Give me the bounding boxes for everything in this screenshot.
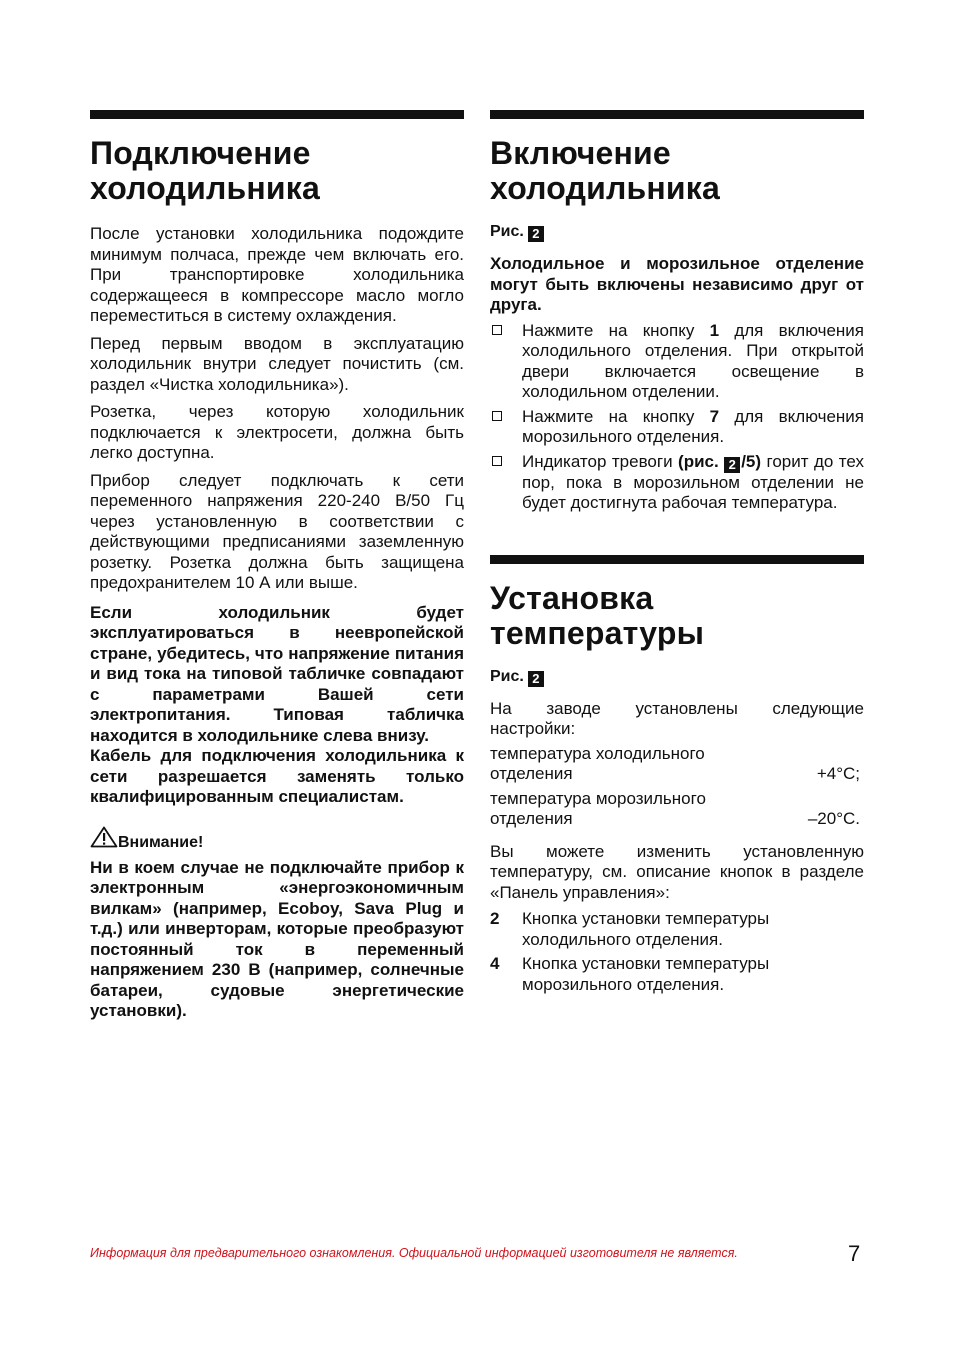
figure-number-badge: 2 bbox=[528, 226, 544, 242]
checkbox-bullet-icon bbox=[492, 325, 502, 335]
page-number: 7 bbox=[848, 1241, 861, 1266]
setting-label: отделения bbox=[490, 809, 573, 828]
heading-line: Подключение bbox=[90, 135, 311, 171]
figure-ref-text: (рис. bbox=[678, 451, 725, 471]
item-number: 4 bbox=[490, 954, 500, 973]
heading-line: температуры bbox=[490, 614, 705, 651]
checkbox-bullet-icon bbox=[492, 456, 502, 466]
list-item bbox=[490, 954, 864, 995]
connection-body bbox=[90, 224, 464, 808]
setting-value: –20°C. bbox=[807, 809, 860, 828]
setting-label: температура холодильного bbox=[490, 743, 705, 763]
list-item bbox=[490, 321, 864, 403]
section-heading-temperature bbox=[490, 581, 864, 651]
step-text: Индикатор тревоги bbox=[522, 451, 679, 471]
figure-ref-text: /5) bbox=[741, 451, 762, 471]
list-item bbox=[490, 407, 864, 448]
section-rule bbox=[490, 110, 864, 119]
setting-label: температура морозильного bbox=[490, 788, 706, 808]
section-rule bbox=[90, 110, 464, 119]
setting-value: +4°C; bbox=[816, 764, 860, 783]
warning-heading bbox=[90, 826, 464, 854]
section-heading-switch-on bbox=[490, 136, 864, 206]
item-number: 2 bbox=[490, 909, 500, 928]
warning-text: Ни в коем случае не подключайте прибор к электронным «энергоэкономичным вилкам» (например, Ecoboy, Sava Plug и т.д.) или инверторам, которые преобразуют постоянный ток в переменный напряжением 230 В (например, солнечные батареи, судовые энергетические установки). bbox=[90, 857, 464, 1020]
item-text: Кнопка установки температуры холодильного отделения. bbox=[522, 909, 770, 949]
right-column bbox=[490, 110, 864, 995]
list-item bbox=[490, 909, 864, 950]
step-text: для включения морозильного отделения. bbox=[522, 406, 864, 446]
footer-disclaimer: Информация для предварительного ознакомления. Официальной информацией изготовителя не является. bbox=[90, 1246, 738, 1260]
item-text: Кнопка установки температуры морозильного отделения. bbox=[522, 954, 770, 994]
figure-number-badge: 2 bbox=[528, 671, 544, 687]
list-item bbox=[490, 452, 864, 514]
section-rule bbox=[490, 555, 864, 564]
heading-line: Установка bbox=[490, 579, 654, 616]
warning-triangle-icon bbox=[90, 826, 118, 848]
button-number: 7 bbox=[709, 406, 720, 426]
bold-paragraph: Если холодильник будет эксплуатироваться в неевропейской стране, убедитесь, что напряжение питания и вид тока на типовой табличке совпадают с параметрами Вашей сети электропитания. Типовая табличка находится в холодильнике слева внизу. bbox=[90, 602, 464, 745]
step-text: Нажмите на кнопку bbox=[522, 320, 710, 340]
figure-reference bbox=[490, 667, 864, 687]
setting-label: отделения bbox=[490, 764, 573, 783]
heading-line: Включение bbox=[490, 135, 671, 171]
step-text: горит до тех пор, пока в морозильном отделении не будет достигнута рабочая температура. bbox=[522, 451, 864, 512]
figure-number-badge: 2 bbox=[724, 457, 740, 473]
left-column bbox=[90, 110, 464, 1022]
heading-line: холодильника bbox=[90, 170, 320, 206]
figure-reference bbox=[490, 222, 864, 242]
figure-label: Рис. bbox=[490, 667, 524, 685]
temperature-setting-row bbox=[490, 744, 864, 785]
paragraph: Прибор следует подключать к сети переменного напряжения 220-240 В/50 Гц через установленную в соответствии с действующими предписаниями заземленную розетку. Розетка должна быть защищена предохранителем 10 А или выше. bbox=[90, 470, 464, 592]
section-heading-connection bbox=[90, 136, 464, 206]
paragraph: После установки холодильника подождите минимум полчаса, прежде чем включать его. При транспортировке холодильника содержащееся в компрессоре масло могло переместиться в систему охлаждения. bbox=[90, 224, 464, 325]
paragraph: Вы можете изменить установленную температуру, см. описание кнопок в разделе «Панель управления»: bbox=[490, 841, 864, 902]
step-text: для включения холодильного отделения. При открытой двери включается освещение в холодильном отделении. bbox=[522, 320, 864, 401]
button-list bbox=[490, 909, 864, 995]
bold-paragraph: Холодильное и морозильное отделение могут быть включены независимо друг от друга. bbox=[490, 254, 864, 314]
figure-label: Рис. bbox=[490, 223, 524, 240]
paragraph: Перед первым вводом в эксплуатацию холодильник внутри следует почистить (см. раздел «Чистка холодильника»). bbox=[90, 333, 464, 394]
switch-on-steps bbox=[490, 321, 864, 514]
warning-title: Внимание! bbox=[118, 833, 204, 851]
checkbox-bullet-icon bbox=[492, 411, 502, 421]
heading-line: холодильника bbox=[490, 170, 720, 206]
button-number: 1 bbox=[709, 320, 720, 340]
temperature-setting-row bbox=[490, 789, 864, 830]
paragraph: Розетка, через которую холодильник подключается к электросети, должна быть легко доступна. bbox=[90, 402, 464, 462]
bold-paragraph: Кабель для подключения холодильника к сети разрешается заменять только квалифицированным специалистам. bbox=[90, 746, 464, 806]
paragraph: На заводе установлены следующие настройки: bbox=[490, 698, 864, 738]
step-text: Нажмите на кнопку bbox=[522, 406, 710, 426]
